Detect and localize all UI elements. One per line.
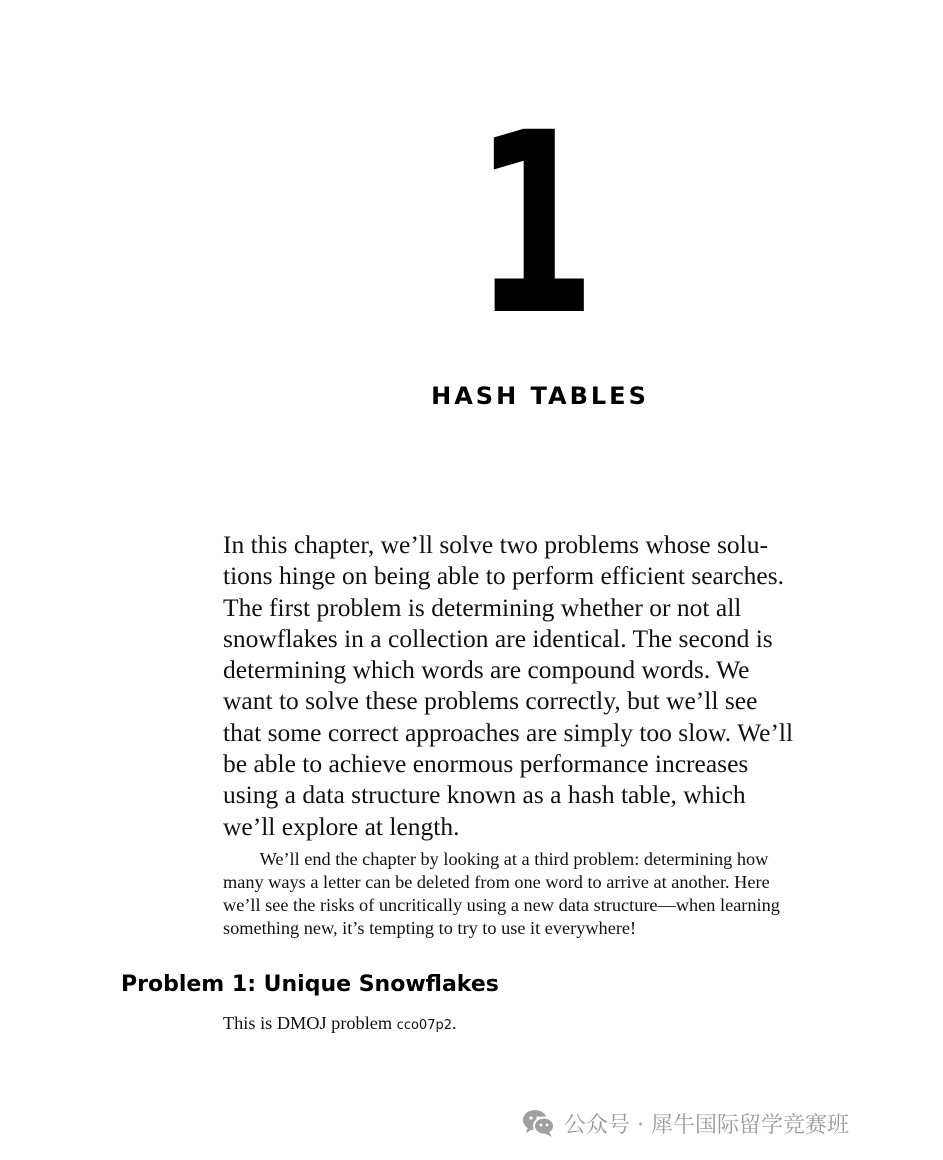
intro-paragraph: In this chapter, we’ll solve two problems whose solu- tions hinge on being able to perform efficient searches. The first problem is determining whether or not all snowflakes in a collection are identical. The second is determining which words are compound words. We want to solve these problems correctly, but we’ll see that some correct approaches are simply too slow. We’ll be able to achieve enormous performance increases using a data structure known as a hash table, which we’ll explore at length. [223,530,794,841]
problem-reference [223,1011,457,1038]
problem-reference-text: This is DMOJ problem [223,1013,397,1033]
wechat-icon [522,1108,556,1138]
chapter-title: HASH TABLES [431,382,649,410]
problem-code: cco07p2 [396,1018,452,1033]
chapter-number: 1 [474,79,596,370]
watermark [522,1106,849,1140]
body-paragraph: We’ll end the chapter by looking at a third problem: determining how many ways a letter can be deleted from one word to arrive at another. Here we’ll see the risks of uncritically using a new data structure—when learning something new, it’s tempting to try to use it everywhere! [223,849,780,938]
problem-reference-end: . [452,1013,457,1033]
watermark-text: 公众号 · 犀牛国际留学竞赛班 [564,1112,849,1138]
section-heading: Problem 1: Unique Snowflakes [121,972,499,997]
